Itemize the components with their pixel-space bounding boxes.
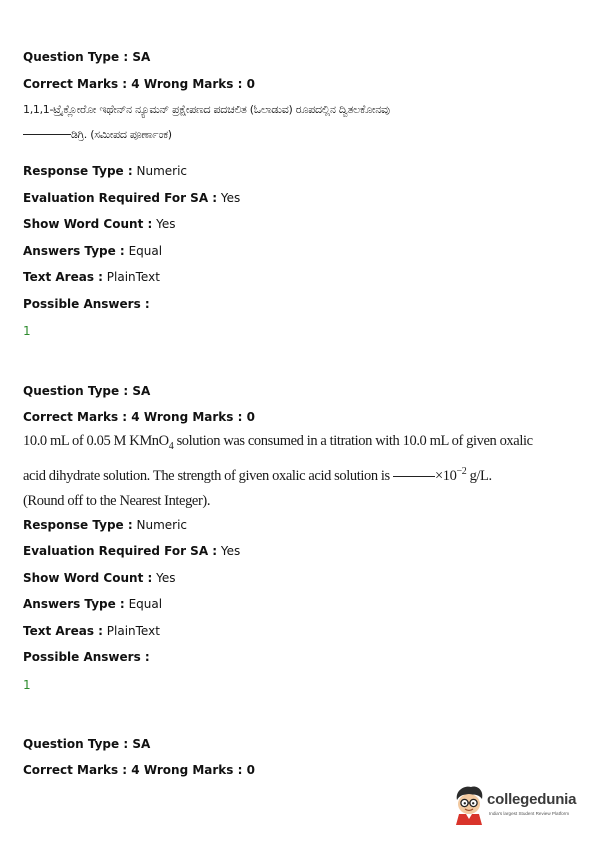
possible-answer-value: 1 <box>23 678 31 692</box>
collegedunia-logo <box>451 784 589 828</box>
response-type-line: Response Type : Numeric <box>23 164 188 178</box>
evaluation-required-line: Evaluation Required For SA : Yes <box>23 191 241 205</box>
show-word-count-line: Show Word Count : Yes <box>23 571 176 585</box>
possible-answer-value: 1 <box>23 324 31 338</box>
answer-blank <box>23 133 71 135</box>
answers-type-line: Answers Type : Equal <box>23 244 163 258</box>
text-areas-line: Text Areas : PlainText <box>23 624 160 638</box>
answers-type-line: Answers Type : Equal <box>23 597 163 611</box>
marks-line: Correct Marks : 4 Wrong Marks : 0 <box>23 763 255 777</box>
logo-wordmark: collegedunia <box>487 791 577 808</box>
question-type-line: Question Type : SA <box>23 50 151 64</box>
text-areas-line: Text Areas : PlainText <box>23 270 160 284</box>
question-text: 10.0 mL of 0.05 M KMnO$_4$ solution was consumed in a titration with 10.0 mL of given oxalic acid dihydrate solution. The strength of given oxalic acid solution is $\times 10^{-2}$ g/L. (Round off to the Nearest Integer). <box>23 433 533 509</box>
possible-answers-label: Possible Answers : <box>23 297 150 311</box>
marks-line: Correct Marks : 4 Wrong Marks : 0 <box>23 410 255 424</box>
possible-answers-label: Possible Answers : <box>23 650 150 664</box>
question-type-line: Question Type : SA <box>23 384 151 398</box>
question-text: 1,1,1-ಟ್ರೈಕ್ಲೋರೋ ಇಥೇನ್‌ನ ನ್ಯೂಮನ್ ಪ್ರಕ್ಷೇಪಣದ ಪದಚಲಿತ (ಓಲಾಡುವ) ರೂಪದಲ್ಲಿನ ದ್ವಿತಲಕೋನವು ಡಿಗ್ರಿ. (ಸಮೀಪದ ಪೂರ್ಣಾಂಕ) <box>23 103 390 141</box>
mascot-icon <box>451 784 487 826</box>
logo-tagline: India's largest Student Review Platform <box>489 811 570 816</box>
show-word-count-line: Show Word Count : Yes <box>23 217 176 231</box>
evaluation-required-line: Evaluation Required For SA : Yes <box>23 544 241 558</box>
question-type-line: Question Type : SA <box>23 737 151 751</box>
answer-blank <box>393 475 435 477</box>
response-type-line: Response Type : Numeric <box>23 518 188 532</box>
marks-line: Correct Marks : 4 Wrong Marks : 0 <box>23 77 255 91</box>
